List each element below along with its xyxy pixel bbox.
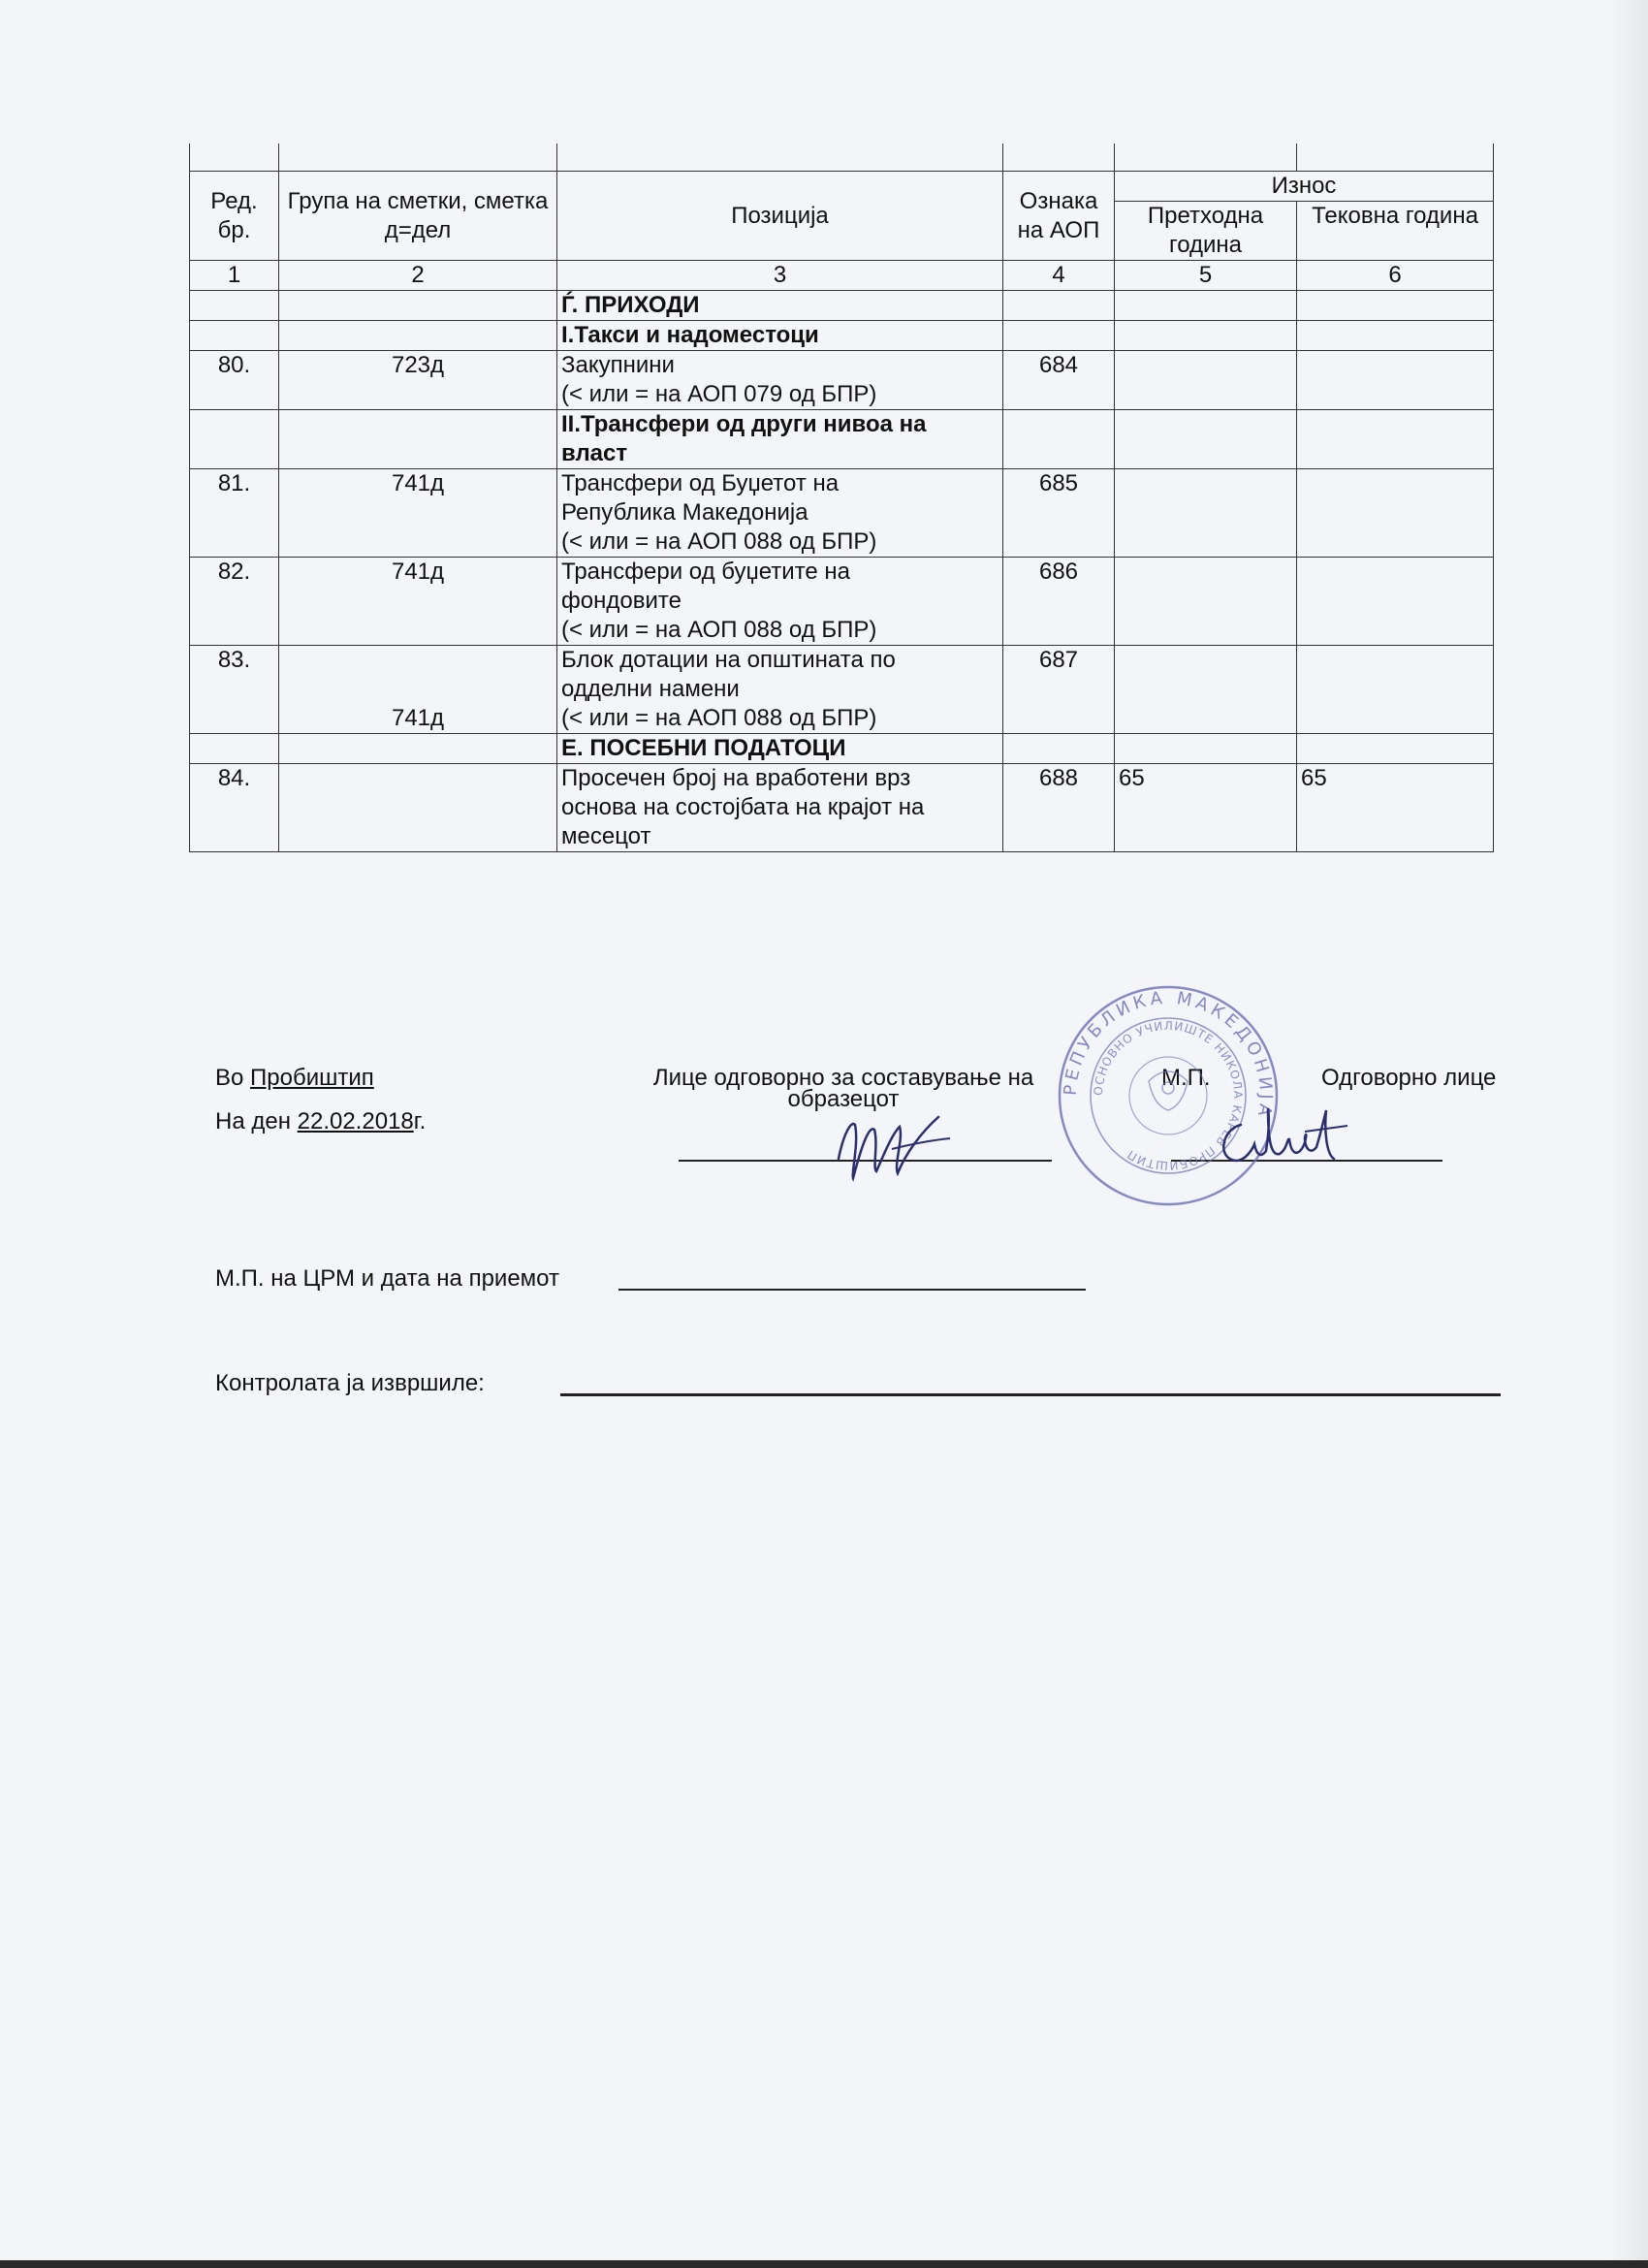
row-aop: 685 [1003, 469, 1115, 558]
row-position: Трансфери од Буџетот на Република Македонија (< или = на АОП 088 од БПР) [557, 469, 1003, 558]
place-value: Пробиштип [250, 1065, 374, 1091]
scan-bottom-edge [0, 2260, 1648, 2268]
row-account [279, 764, 557, 852]
section-row-transfers [190, 410, 1494, 469]
row-position: Закупнини (< или = на АОП 079 од БПР) [557, 351, 1003, 410]
table-header-row [190, 172, 1494, 202]
row-current-year: 65 [1297, 764, 1494, 852]
place-line: Во Пробиштип [215, 1065, 374, 1091]
preparer-label: Лице одговорно за составување на образецот [652, 1065, 1034, 1112]
column-number: 3 [557, 261, 1003, 291]
column-number: 4 [1003, 261, 1115, 291]
row-position: Трансфери од буџетите на фондовите (< или = на АОП 088 од БПР) [557, 558, 1003, 646]
row-account: 723д [279, 351, 557, 410]
preparer-signature-icon [834, 1105, 960, 1183]
row-aop: 686 [1003, 558, 1115, 646]
row-position: Просечен број на вработени врз основа на состојбата на крајот на месецот [557, 764, 1003, 852]
date-line: На ден 22.02.2018г. [215, 1108, 427, 1134]
table-row [190, 469, 1494, 558]
column-number: 2 [279, 261, 557, 291]
column-number: 6 [1297, 261, 1494, 291]
row-number: 80. [190, 351, 279, 410]
row-account: 741д [279, 646, 557, 734]
row-number: 84. [190, 764, 279, 852]
table-row [190, 558, 1494, 646]
row-previous-year [1115, 351, 1297, 410]
page-edge-shadow [1609, 0, 1648, 2268]
table-top-spacer [190, 144, 1494, 172]
section-row-income [190, 291, 1494, 321]
row-current-year [1297, 646, 1494, 734]
section-row-special [190, 734, 1494, 764]
row-current-year [1297, 351, 1494, 410]
column-number: 1 [190, 261, 279, 291]
control-line [560, 1393, 1501, 1396]
section-title: Е. ПОСЕБНИ ПОДАТОЦИ [557, 734, 1003, 764]
row-previous-year [1115, 646, 1297, 734]
table-row [190, 351, 1494, 410]
crm-label: М.П. на ЦРМ и дата на приемот [215, 1265, 559, 1292]
row-aop: 687 [1003, 646, 1115, 734]
header-row-number: Ред. бр. [190, 172, 279, 261]
column-number: 5 [1115, 261, 1297, 291]
row-previous-year [1115, 558, 1297, 646]
table-row [190, 646, 1494, 734]
section-title: I.Такси и надоместоци [557, 321, 1003, 351]
crm-line [618, 1289, 1086, 1291]
row-number: 83. [190, 646, 279, 734]
row-previous-year: 65 [1115, 764, 1297, 852]
header-amount: Износ [1115, 172, 1494, 202]
row-account: 741д [279, 558, 557, 646]
header-previous-year: Претходна година [1115, 202, 1297, 261]
section-title: Ѓ. ПРИХОДИ [557, 291, 1003, 321]
control-label: Контролата ја извршиле: [215, 1370, 485, 1396]
stamp-inner-text: ОСНОВНО УЧИЛИШТЕ НИКОЛА КАРЕВ ПРОБИШТИП [1091, 1018, 1246, 1173]
row-current-year [1297, 469, 1494, 558]
row-aop: 688 [1003, 764, 1115, 852]
row-account: 741д [279, 469, 557, 558]
section-title: II.Трансфери од други нивоа на власт [557, 410, 1003, 469]
coat-of-arms-icon [1149, 1071, 1188, 1110]
stamp-outer-text: РЕПУБЛИКА МАКЕДОНИЈА [1060, 987, 1277, 1122]
row-previous-year [1115, 469, 1297, 558]
table-row [190, 764, 1494, 852]
row-aop: 684 [1003, 351, 1115, 410]
row-position: Блок дотации на општината по одделни намени (< или = на АОП 088 од БПР) [557, 646, 1003, 734]
report-table [189, 144, 1494, 852]
date-value: 22.02.2018 [297, 1108, 414, 1134]
header-aop: Ознака на АОП [1003, 172, 1115, 261]
column-numbers-row [190, 261, 1494, 291]
row-number: 82. [190, 558, 279, 646]
header-position: Позиција [557, 172, 1003, 261]
responsible-label: Одговорно лице [1321, 1065, 1497, 1091]
section-row-taxes [190, 321, 1494, 351]
responsible-signature-icon [1212, 1101, 1367, 1178]
header-account-group: Група на сметки, сметка д=дел [279, 172, 557, 261]
header-current-year: Тековна година [1297, 202, 1494, 261]
row-number: 81. [190, 469, 279, 558]
mp-label: М.П. [1161, 1065, 1211, 1091]
row-current-year [1297, 558, 1494, 646]
